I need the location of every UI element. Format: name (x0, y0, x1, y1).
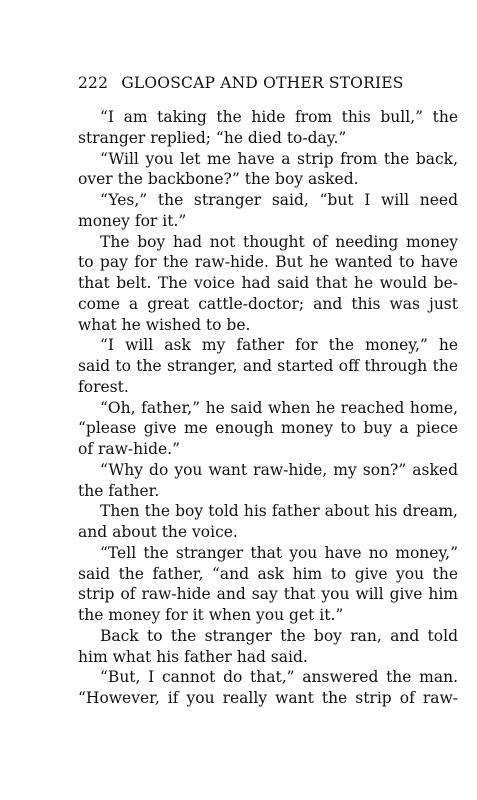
text-line: that belt. The voice had said that he would be- (78, 274, 458, 292)
text-line: what he wished to be. (78, 315, 251, 334)
text-line: “I will ask my father for the money,” he (100, 336, 458, 355)
text-line: “please give me enough money to buy a piece (78, 419, 458, 438)
text-line: “Yes,” the stranger said, “but I will need (100, 191, 458, 209)
running-title: GLOOSCAP AND OTHER STORIES (121, 74, 404, 92)
text-line: strip of raw-hide and say that you will give him (78, 585, 458, 604)
text-line: the money for it when you get it.” (78, 606, 344, 624)
text-line: “Tell the stranger that you have no money,” (100, 543, 458, 562)
text-line: “However, if you really want the strip of raw- (78, 689, 458, 707)
text-line: stranger replied; “he died to-day.” (78, 128, 347, 147)
text-line: over the backbone?” the boy asked. (78, 170, 359, 189)
text-line: The boy had not thought of needing money (100, 232, 458, 251)
text-line: to pay for the raw-hide. But he wanted to have (78, 253, 458, 272)
text-line: the father. (78, 481, 160, 500)
text-line: forest. (78, 377, 129, 396)
text-line: “Will you let me have a strip from the back, (100, 149, 458, 168)
text-line: said the father, “and ask him to give you the (78, 564, 458, 583)
text-line: him what his father had said. (78, 647, 308, 666)
body-text (78, 107, 458, 709)
text-line: and about the voice. (78, 523, 238, 541)
text-line: of raw-hide.” (78, 440, 181, 458)
text-line: “I am taking the hide from this bull,” the (100, 108, 458, 126)
text-line: “But, I cannot do that,” answered the man. (100, 668, 458, 687)
text-line: Back to the stranger the boy ran, and told (100, 626, 458, 645)
text-line: money for it.” (78, 211, 187, 230)
text-line: Then the boy told his father about his dream, (100, 502, 458, 521)
text-line: “Oh, father,” he said when he reached home, (100, 398, 458, 417)
text-line: “Why do you want raw-hide, my son?” asked (100, 460, 458, 479)
text-line: come a great cattle-doctor; and this was just (78, 294, 458, 313)
text-line: said to the stranger, and started off through the (78, 357, 458, 375)
running-header (78, 74, 404, 92)
page-number: 222 (78, 74, 109, 92)
